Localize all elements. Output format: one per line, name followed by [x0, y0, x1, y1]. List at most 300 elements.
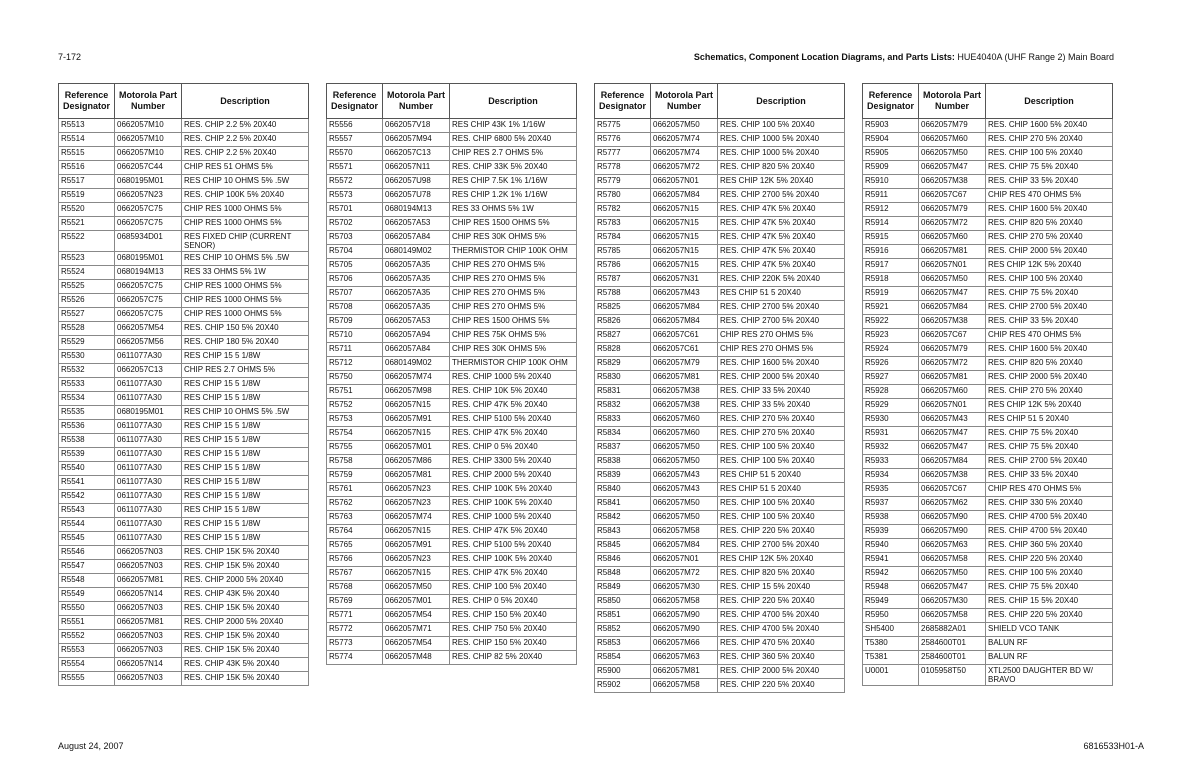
part-number-cell: 0662057C13 — [383, 147, 450, 161]
table-row — [327, 343, 577, 357]
part-number-cell: 0662057N14 — [115, 588, 182, 602]
reference-cell: R5706 — [327, 273, 383, 287]
description-cell: RES. CHIP 220K 5% 20X40 — [718, 273, 845, 287]
description-cell: RES. CHIP 360 5% 20X40 — [986, 539, 1113, 553]
reference-cell: R5927 — [863, 371, 919, 385]
parts-table-1 — [58, 83, 309, 686]
reference-cell: R5710 — [327, 329, 383, 343]
table-row — [59, 378, 309, 392]
table-row — [327, 231, 577, 245]
part-number-cell: 0105958T50 — [919, 665, 986, 686]
part-number-cell: 0662057N23 — [115, 189, 182, 203]
table-row — [59, 364, 309, 378]
reference-cell: R5829 — [595, 357, 651, 371]
reference-cell: R5919 — [863, 287, 919, 301]
description-cell: RES. CHIP 33 5% 20X40 — [986, 175, 1113, 189]
reference-cell: R5530 — [59, 350, 115, 364]
table-row — [59, 644, 309, 658]
table-row — [863, 203, 1113, 217]
reference-cell: R5938 — [863, 511, 919, 525]
table-row — [59, 161, 309, 175]
reference-cell: R5750 — [327, 371, 383, 385]
reference-cell: R5850 — [595, 595, 651, 609]
reference-cell: R5930 — [863, 413, 919, 427]
reference-cell: R5538 — [59, 434, 115, 448]
reference-cell: R5903 — [863, 119, 919, 133]
reference-cell: R5532 — [59, 364, 115, 378]
table-row — [59, 630, 309, 644]
table-row — [59, 658, 309, 672]
reference-cell: R5521 — [59, 217, 115, 231]
part-number-cell: 0611077A30 — [115, 490, 182, 504]
table-row — [863, 343, 1113, 357]
reference-cell: R5845 — [595, 539, 651, 553]
table-row — [595, 371, 845, 385]
part-number-cell: 0662057M47 — [919, 287, 986, 301]
part-number-cell: 0662057M84 — [651, 315, 718, 329]
part-number-cell: 0662057M56 — [115, 336, 182, 350]
description-cell: RES CHIP 10 OHMS 5% .5W — [182, 406, 309, 420]
part-number-cell: 0662057M60 — [651, 427, 718, 441]
reference-cell: R5852 — [595, 623, 651, 637]
part-number-cell: 0662057M91 — [383, 539, 450, 553]
reference-cell: R5909 — [863, 161, 919, 175]
table-row — [59, 574, 309, 588]
description-cell: CHIP RES 270 OHMS 5% — [718, 329, 845, 343]
part-number-cell: 0662057M10 — [115, 147, 182, 161]
table-row — [59, 434, 309, 448]
table-row — [59, 189, 309, 203]
reference-cell: R5905 — [863, 147, 919, 161]
description-cell: RES. CHIP 360 5% 20X40 — [718, 651, 845, 665]
description-cell: CHIP RES 75K OHMS 5% — [450, 329, 577, 343]
reference-cell: R5928 — [863, 385, 919, 399]
description-cell: RES. CHIP 100 5% 20X40 — [718, 455, 845, 469]
table-row — [59, 616, 309, 630]
description-cell: RES. CHIP 47K 5% 20X40 — [718, 217, 845, 231]
table-row — [863, 273, 1113, 287]
part-number-cell: 0662057N03 — [115, 546, 182, 560]
reference-cell: R5557 — [327, 133, 383, 147]
part-number-cell: 0662057M58 — [651, 595, 718, 609]
table-row — [59, 602, 309, 616]
part-number-cell: 0662057M58 — [651, 525, 718, 539]
table-row — [595, 651, 845, 665]
description-cell: RES. CHIP 2000 5% 20X40 — [450, 469, 577, 483]
table-row — [595, 273, 845, 287]
description-cell: RES. CHIP 1600 5% 20X40 — [986, 343, 1113, 357]
description-cell: CHIP RES 1000 OHMS 5% — [182, 294, 309, 308]
reference-cell: R5514 — [59, 133, 115, 147]
reference-cell: R5949 — [863, 595, 919, 609]
table-row — [59, 476, 309, 490]
table-row — [327, 497, 577, 511]
description-cell: RES CHIP 15 5 1/8W — [182, 518, 309, 532]
part-number-cell: 0662057M47 — [919, 581, 986, 595]
description-cell: RES CHIP 43K 1% 1/16W — [450, 119, 577, 133]
part-number-cell: 0662057M66 — [651, 637, 718, 651]
description-cell: RES CHIP 15 5 1/8W — [182, 490, 309, 504]
description-cell: RES CHIP 51 5 20X40 — [718, 483, 845, 497]
description-cell: RES. CHIP 75 5% 20X40 — [986, 161, 1113, 175]
part-number-cell: 0662057M48 — [383, 651, 450, 665]
reference-cell: R5754 — [327, 427, 383, 441]
part-number-cell: 0662057U78 — [383, 189, 450, 203]
table-row — [327, 623, 577, 637]
reference-cell: R5932 — [863, 441, 919, 455]
table-row — [863, 525, 1113, 539]
table-row — [59, 560, 309, 574]
description-cell: CHIP RES 270 OHMS 5% — [718, 343, 845, 357]
part-number-cell: 0662057M81 — [115, 574, 182, 588]
table-row — [863, 217, 1113, 231]
part-number-cell: 0662057M38 — [651, 385, 718, 399]
reference-cell: R5551 — [59, 616, 115, 630]
description-cell: CHIP RES 1000 OHMS 5% — [182, 280, 309, 294]
reference-cell: R5833 — [595, 413, 651, 427]
table-row — [595, 357, 845, 371]
description-cell: RES. CHIP 47K 5% 20X40 — [718, 259, 845, 273]
part-number-cell: 0662057M84 — [651, 301, 718, 315]
part-number-cell: 0662057N23 — [383, 483, 450, 497]
part-number-cell: 0662057M01 — [383, 595, 450, 609]
table-row — [595, 287, 845, 301]
reference-cell: R5701 — [327, 203, 383, 217]
part-number-cell: 0662057M43 — [651, 483, 718, 497]
reference-cell: R5526 — [59, 294, 115, 308]
table-row — [327, 357, 577, 371]
part-number-cell: 0662057M50 — [651, 441, 718, 455]
table-row — [595, 315, 845, 329]
description-cell: RES. CHIP 100 5% 20X40 — [718, 441, 845, 455]
reference-cell: R5787 — [595, 273, 651, 287]
description-cell: RES. CHIP 1000 5% 20X40 — [718, 147, 845, 161]
description-cell: RES. CHIP 2.2 5% 20X40 — [182, 133, 309, 147]
description-cell: CHIP RES 1000 OHMS 5% — [182, 217, 309, 231]
description-cell: CHIP RES 1500 OHMS 5% — [450, 217, 577, 231]
part-number-cell: 0662057M74 — [651, 147, 718, 161]
part-number-cell: 0662057N15 — [651, 259, 718, 273]
description-cell: RES. CHIP 220 5% 20X40 — [718, 525, 845, 539]
reference-cell: R5772 — [327, 623, 383, 637]
part-number-cell: 0662057M58 — [919, 553, 986, 567]
reference-cell: R5524 — [59, 266, 115, 280]
header-description: Description — [718, 84, 845, 119]
reference-cell: R5915 — [863, 231, 919, 245]
reference-cell: R5711 — [327, 343, 383, 357]
description-cell: RES CHIP 15 5 1/8W — [182, 434, 309, 448]
description-cell: RES. CHIP 150 5% 20X40 — [450, 637, 577, 651]
reference-cell: R5520 — [59, 203, 115, 217]
header-motorola-part-number: Motorola Part Number — [383, 84, 450, 119]
table-row — [595, 301, 845, 315]
part-number-cell: 0662057M72 — [651, 567, 718, 581]
part-number-cell: 0662057M54 — [383, 637, 450, 651]
description-cell: RES. CHIP 100 5% 20X40 — [718, 511, 845, 525]
reference-cell: R5570 — [327, 147, 383, 161]
part-number-cell: 0662057M90 — [651, 609, 718, 623]
table-row — [327, 203, 577, 217]
part-number-cell: 0662057M63 — [919, 539, 986, 553]
reference-cell: R5853 — [595, 637, 651, 651]
description-cell: RES FIXED CHIP (CURRENT SENOR) — [182, 231, 309, 252]
table-row — [595, 441, 845, 455]
part-number-cell: 0680195M01 — [115, 175, 182, 189]
description-cell: RES. CHIP 15K 5% 20X40 — [182, 560, 309, 574]
table-row — [327, 245, 577, 259]
part-number-cell: 0611077A30 — [115, 518, 182, 532]
table-row — [327, 161, 577, 175]
part-number-cell: 0662057M50 — [383, 581, 450, 595]
table-row — [595, 399, 845, 413]
table-row — [59, 322, 309, 336]
table-row — [863, 609, 1113, 623]
table-row — [59, 546, 309, 560]
part-number-cell: 0662057M81 — [651, 665, 718, 679]
part-number-cell: 0662057A84 — [383, 231, 450, 245]
reference-cell: R5942 — [863, 567, 919, 581]
reference-cell: R5522 — [59, 231, 115, 252]
description-cell: RES. CHIP 2.2 5% 20X40 — [182, 119, 309, 133]
reference-cell: R5924 — [863, 343, 919, 357]
part-number-cell: 0662057M30 — [651, 581, 718, 595]
reference-cell: R5540 — [59, 462, 115, 476]
reference-cell: R5786 — [595, 259, 651, 273]
description-cell: RES. CHIP 15K 5% 20X40 — [182, 630, 309, 644]
table-row — [863, 511, 1113, 525]
part-number-cell: 0662057M74 — [383, 511, 450, 525]
description-cell: CHIP RES 470 OHMS 5% — [986, 329, 1113, 343]
table-row — [327, 315, 577, 329]
part-number-cell: 0611077A30 — [115, 420, 182, 434]
reference-cell: R5705 — [327, 259, 383, 273]
description-cell: RES CHIP 51 5 20X40 — [718, 469, 845, 483]
reference-cell: R5851 — [595, 609, 651, 623]
reference-cell: R5550 — [59, 602, 115, 616]
description-cell: RES. CHIP 47K 5% 20X40 — [450, 567, 577, 581]
table-header-row — [595, 84, 845, 119]
part-number-cell: 0662057N11 — [383, 161, 450, 175]
description-cell: RES. CHIP 150 5% 20X40 — [450, 609, 577, 623]
reference-cell: R5839 — [595, 469, 651, 483]
reference-cell: R5912 — [863, 203, 919, 217]
reference-cell: R5515 — [59, 147, 115, 161]
description-cell: BALUN RF — [986, 651, 1113, 665]
table-row — [327, 413, 577, 427]
description-cell: RES 33 OHMS 5% 1W — [450, 203, 577, 217]
description-cell: RES. CHIP 4700 5% 20X40 — [986, 511, 1113, 525]
description-cell: RES. CHIP 75 5% 20X40 — [986, 287, 1113, 301]
part-number-cell: 0662057C75 — [115, 280, 182, 294]
table-row — [327, 469, 577, 483]
reference-cell: R5848 — [595, 567, 651, 581]
reference-cell: R5774 — [327, 651, 383, 665]
table-row — [595, 553, 845, 567]
description-cell: RES. CHIP 15K 5% 20X40 — [182, 546, 309, 560]
table-row — [863, 483, 1113, 497]
description-cell: RES. CHIP 2000 5% 20X40 — [182, 616, 309, 630]
reference-cell: R5779 — [595, 175, 651, 189]
description-cell: RES. CHIP 220 5% 20X40 — [986, 553, 1113, 567]
part-number-cell: 0662057M81 — [383, 469, 450, 483]
description-cell: RES. CHIP 100K 5% 20X40 — [450, 553, 577, 567]
part-number-cell: 0662057M74 — [383, 371, 450, 385]
description-cell: RES. CHIP 15 5% 20X40 — [718, 581, 845, 595]
part-number-cell: 0662057M81 — [919, 371, 986, 385]
reference-cell: R5761 — [327, 483, 383, 497]
reference-cell: R5914 — [863, 217, 919, 231]
description-cell: RES. CHIP 1600 5% 20X40 — [986, 119, 1113, 133]
part-number-cell: 0662057M71 — [383, 623, 450, 637]
reference-cell: R5923 — [863, 329, 919, 343]
description-cell: CHIP RES 30K OHMS 5% — [450, 231, 577, 245]
description-cell: RES. CHIP 4700 5% 20X40 — [986, 525, 1113, 539]
reference-cell: R5849 — [595, 581, 651, 595]
part-number-cell: 0662057U98 — [383, 175, 450, 189]
description-cell: RES CHIP 15 5 1/8W — [182, 462, 309, 476]
part-number-cell: 0662057M60 — [651, 413, 718, 427]
table-row — [863, 413, 1113, 427]
description-cell: RES. CHIP 100 5% 20X40 — [986, 273, 1113, 287]
part-number-cell: 0662057N15 — [651, 217, 718, 231]
part-number-cell: 0662057M10 — [115, 119, 182, 133]
description-cell: RES. CHIP 4700 5% 20X40 — [718, 609, 845, 623]
part-number-cell: 0662057M60 — [919, 133, 986, 147]
table-header-row — [863, 84, 1113, 119]
description-cell: RES. CHIP 33 5% 20X40 — [718, 385, 845, 399]
part-number-cell: 0662057M38 — [919, 469, 986, 483]
description-cell: SHIELD VCO TANK — [986, 623, 1113, 637]
part-number-cell: 0662057M50 — [651, 455, 718, 469]
description-cell: RES. CHIP 47K 5% 20X40 — [718, 203, 845, 217]
reference-cell: R5763 — [327, 511, 383, 525]
table-row — [595, 427, 845, 441]
description-cell: RES. CHIP 820 5% 20X40 — [718, 567, 845, 581]
description-cell: RES. CHIP 820 5% 20X40 — [718, 161, 845, 175]
reference-cell: R5926 — [863, 357, 919, 371]
table-row — [595, 385, 845, 399]
reference-cell: R5830 — [595, 371, 651, 385]
table-row — [327, 553, 577, 567]
reference-cell: R5837 — [595, 441, 651, 455]
table-row — [595, 329, 845, 343]
part-number-cell: 0662057M98 — [383, 385, 450, 399]
reference-cell: R5707 — [327, 287, 383, 301]
table-row — [327, 511, 577, 525]
reference-cell: R5841 — [595, 497, 651, 511]
reference-cell: U0001 — [863, 665, 919, 686]
table-row — [595, 217, 845, 231]
table-row — [863, 175, 1113, 189]
table-row — [595, 231, 845, 245]
table-row — [595, 525, 845, 539]
description-cell: RES. CHIP 2700 5% 20X40 — [718, 539, 845, 553]
reference-cell: R5571 — [327, 161, 383, 175]
table-row — [595, 665, 845, 679]
part-number-cell: 0662057C67 — [919, 189, 986, 203]
table-row — [59, 266, 309, 280]
description-cell: RES. CHIP 2.2 5% 20X40 — [182, 147, 309, 161]
part-number-cell: 0662057M90 — [651, 623, 718, 637]
page-header-title — [694, 52, 1114, 62]
reference-cell: R5929 — [863, 399, 919, 413]
reference-cell: R5709 — [327, 315, 383, 329]
part-number-cell: 0680194M13 — [383, 203, 450, 217]
reference-cell: R5825 — [595, 301, 651, 315]
reference-cell: R5517 — [59, 175, 115, 189]
description-cell: RES CHIP 7.5K 1% 1/16W — [450, 175, 577, 189]
reference-cell: R5534 — [59, 392, 115, 406]
table-row — [59, 175, 309, 189]
table-row — [595, 175, 845, 189]
reference-cell: R5922 — [863, 315, 919, 329]
description-cell: CHIP RES 270 OHMS 5% — [450, 287, 577, 301]
reference-cell: R5769 — [327, 595, 383, 609]
table-row — [863, 133, 1113, 147]
reference-cell: R5918 — [863, 273, 919, 287]
description-cell: RES. CHIP 270 5% 20X40 — [986, 231, 1113, 245]
table-row — [863, 651, 1113, 665]
part-number-cell: 0662057N03 — [115, 672, 182, 686]
description-cell: CHIP RES 470 OHMS 5% — [986, 189, 1113, 203]
table-row — [863, 231, 1113, 245]
table-row — [595, 483, 845, 497]
part-number-cell: 0611077A30 — [115, 350, 182, 364]
table-row — [863, 329, 1113, 343]
table-row — [863, 581, 1113, 595]
reference-cell: R5752 — [327, 399, 383, 413]
reference-cell: R5941 — [863, 553, 919, 567]
description-cell: RES. CHIP 270 5% 20X40 — [718, 427, 845, 441]
table-row — [595, 259, 845, 273]
part-number-cell: 0662057M90 — [919, 525, 986, 539]
reference-cell: R5542 — [59, 490, 115, 504]
part-number-cell: 0662057M38 — [919, 315, 986, 329]
table-row — [595, 455, 845, 469]
part-number-cell: 0662057M47 — [919, 161, 986, 175]
description-cell: RES. CHIP 15 5% 20X40 — [986, 595, 1113, 609]
table-row — [327, 371, 577, 385]
table-row — [59, 350, 309, 364]
part-number-cell: 2685882A01 — [919, 623, 986, 637]
part-number-cell: 0662057M50 — [919, 273, 986, 287]
reference-cell: R5549 — [59, 588, 115, 602]
header-reference-designator: Reference Designator — [863, 84, 919, 119]
table-row — [863, 539, 1113, 553]
reference-cell: R5768 — [327, 581, 383, 595]
description-cell: RES. CHIP 43K 5% 20X40 — [182, 658, 309, 672]
table-row — [327, 441, 577, 455]
part-number-cell: 0662057N01 — [651, 553, 718, 567]
table-header-row — [59, 84, 309, 119]
part-number-cell: 0662057M74 — [651, 133, 718, 147]
table-row — [327, 273, 577, 287]
part-number-cell: 0680194M13 — [115, 266, 182, 280]
table-row — [327, 217, 577, 231]
table-row — [59, 231, 309, 252]
description-cell: RES. CHIP 1000 5% 20X40 — [718, 133, 845, 147]
part-number-cell: 0662057A35 — [383, 287, 450, 301]
reference-cell: R5934 — [863, 469, 919, 483]
table-row — [863, 259, 1113, 273]
reference-cell: R5543 — [59, 504, 115, 518]
table-row — [327, 133, 577, 147]
part-number-cell: 0662057C75 — [115, 308, 182, 322]
table-row — [863, 427, 1113, 441]
part-number-cell: 0662057M79 — [651, 357, 718, 371]
table-row — [59, 420, 309, 434]
part-number-cell: 0662057M62 — [919, 497, 986, 511]
